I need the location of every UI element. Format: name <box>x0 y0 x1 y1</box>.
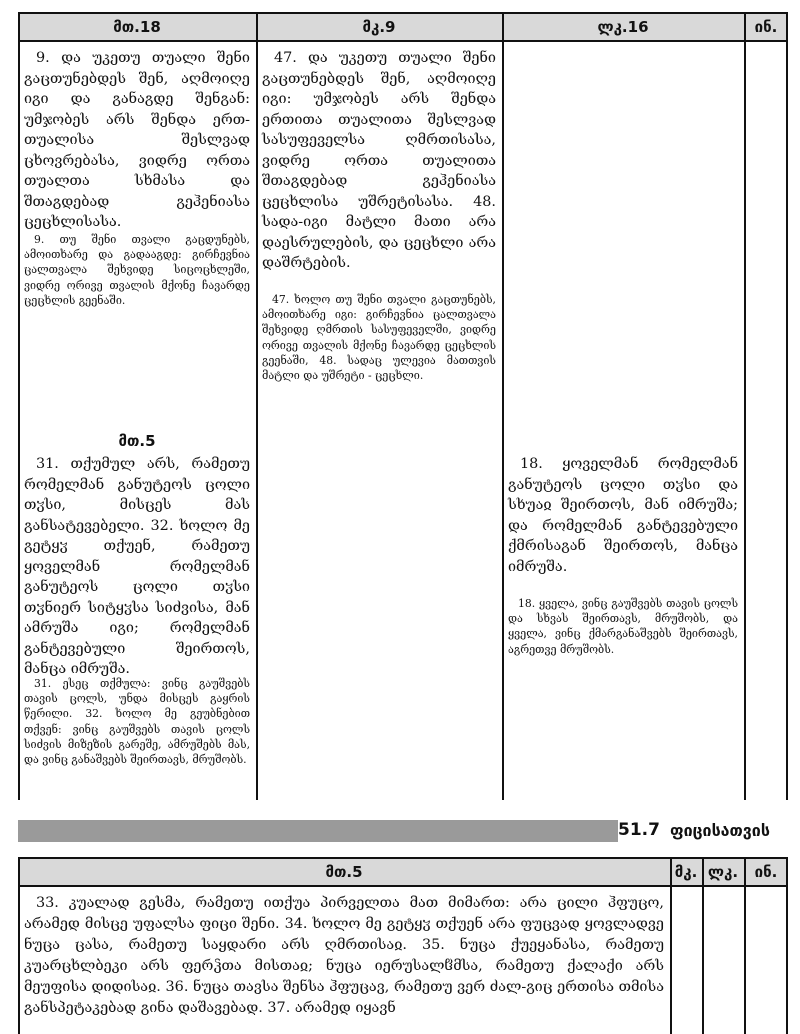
section-heading <box>618 815 788 845</box>
section-band <box>18 820 618 842</box>
section-title: ფიცისათვის <box>669 820 770 840</box>
section-number: 51.7 <box>618 820 660 840</box>
header-john: ინ. <box>754 18 778 36</box>
table-border-right <box>786 12 788 800</box>
matthew-5-subheading: მთ.5 <box>118 432 156 450</box>
matthew-5-31-32-modern: 31. ესეც თქმულა: ვინც გაუშვებს თავის ცოლს, უნდა მისცეს გაყრის წერილი. 32. ხოლო მე გეუბნებით თქვენ: ვინც გაუშვებს თავის ცოლს სიძვის მიზეზის გარეშე, ამრუშებს მას, და ვინც განაშვებს შეირთავს, მრუშობს. <box>24 677 250 767</box>
matthew-18-9-modern: 9. თუ შენი თვალი გაცდუნებს, ამოითხარე და გადააგდე: გირჩევნია ცალთვალა შეხვიდე სიცოცხლეში, ვიდრე ორივე თვალის მქონე ჩავარდე ცეცხლის გეენაში. <box>24 233 250 307</box>
header-matthew: მთ.18 <box>113 18 161 36</box>
table2-divider-2 <box>702 857 704 1034</box>
luke-16-18-old: 18. ყოველმან რომელმან განუტეოს ცოლი თჳსი და სხუაჲ შეირთოს, მან იმრუშა; და რომელმან განტევებული ქმრისაგან შეირთოს, მანცა იმრუშა. <box>508 456 738 575</box>
column-divider-2 <box>502 12 504 800</box>
mark-9-47-48-old: 47. და უკეთუ თუალი შენი გაცთუნებდეს შენ, აღმოიღე იგი: უმჯობეს არს შენდა ერთითა თუალითა შესლვად სასუფეველსა ღმრთისასა, ვიდრე ორთა თუალითა შთაგდებად გეჰენიასა ცეცხლისა უშრეტისასა. 48. სადა-იგი მატლი მათი არა დაესრულების, და ცეცხლი არა დაშრტების. <box>262 50 496 271</box>
header2-mark: მკ. <box>674 863 698 881</box>
header-mark: მკ.9 <box>362 18 396 36</box>
column-divider-3 <box>744 12 746 800</box>
matthew-5-31-32-old: 31. თქუმულ არს, რამეთუ რომელმან განუტეოს ცოლი თჳსი, მისცეს მას განსატევებელი. 32. ხოლო მე გეტყჳ თქუენ, რამეთუ ყოველმან რომელმან განუტეოს ცოლი თჳსი თჳნიერ სიტყჳსა სიძვისა, მან ამრუშა იგი; რომელმან განტევებული შეირთოს, მანცა იმრუშა. <box>24 456 250 677</box>
header-luke: ლკ.16 <box>597 18 649 36</box>
header2-john: ინ. <box>754 863 778 881</box>
table2-divider-1 <box>670 857 672 1034</box>
luke-16-18-modern: 18. ყველა, ვინც გაუშვებს თავის ცოლს და სხვას შეირთავს, მრუშობს, და ყველა, ვინც ქმარგანაშვებს შეირთავს, აგრეთვე მრუშობს. <box>508 597 738 656</box>
column-divider-1 <box>256 12 258 800</box>
matthew-18-9-old: 9. და უკეთუ თუალი შენი გაცთუნებდეს შენ, აღმოიღე იგი და განაგდე შენგან: უმჯობეს არს შენდა ერთ-თუალისა შესლვად ცხოვრებასა, ვიდრე ორთა თუალთა სხმასა და შთაგდებად გეჰენიასა ცეცხლისასა. <box>24 50 250 230</box>
matthew-5-33-37-text: 33. კუალად გესმა, რამეთუ ითქუა პირველთა მათ მიმართ: არა ცილი ჰფუცო, არამედ მისცე უფალსა ფიცი შენი. 34. ხოლო მე გეტყჳ თქუენ არა ფუცვად ყოვლადვე ნუცა ცასა, რამეთუ საყდარი არს ღმრთისაჲ. 35. ნუცა ქუეყანასა, რამეთუ კუარცხლბეკი არს ფერჴთა მისთაჲ; ნუცა იერუსალჱმსა, რამეთუ ქალაქი არს მეუფისა დიდისაჲ. 36. ნუცა თავსა შენსა ჰფუცავ, რამეთუ ვერ ძალ-გიც ერთისა თმისა განსპეტაკებად გინა დაშავებად. 37. არამედ იყავნ <box>24 895 664 1016</box>
mark-9-47-48-modern: 47. ხოლო თუ შენი თვალი გაცთუნებს, ამოითხარე იგი: გირჩევნია ცალთვალა შეხვიდე ღმრთის სასუფეველში, ვიდრე ორივე თვალის მქონე ჩავარდე ცეცხლის გეენაში, 48. სადაც ულევია მათთვის მატლი და უშრეტი - ცეცხლი. <box>262 293 496 383</box>
table2-border-left <box>18 857 20 1034</box>
table2-divider-3 <box>744 857 746 1034</box>
header2-luke: ლკ. <box>707 863 739 881</box>
header2-matthew: მთ.5 <box>325 863 363 881</box>
table-border-left <box>18 12 20 800</box>
table2-border-right <box>786 857 788 1034</box>
